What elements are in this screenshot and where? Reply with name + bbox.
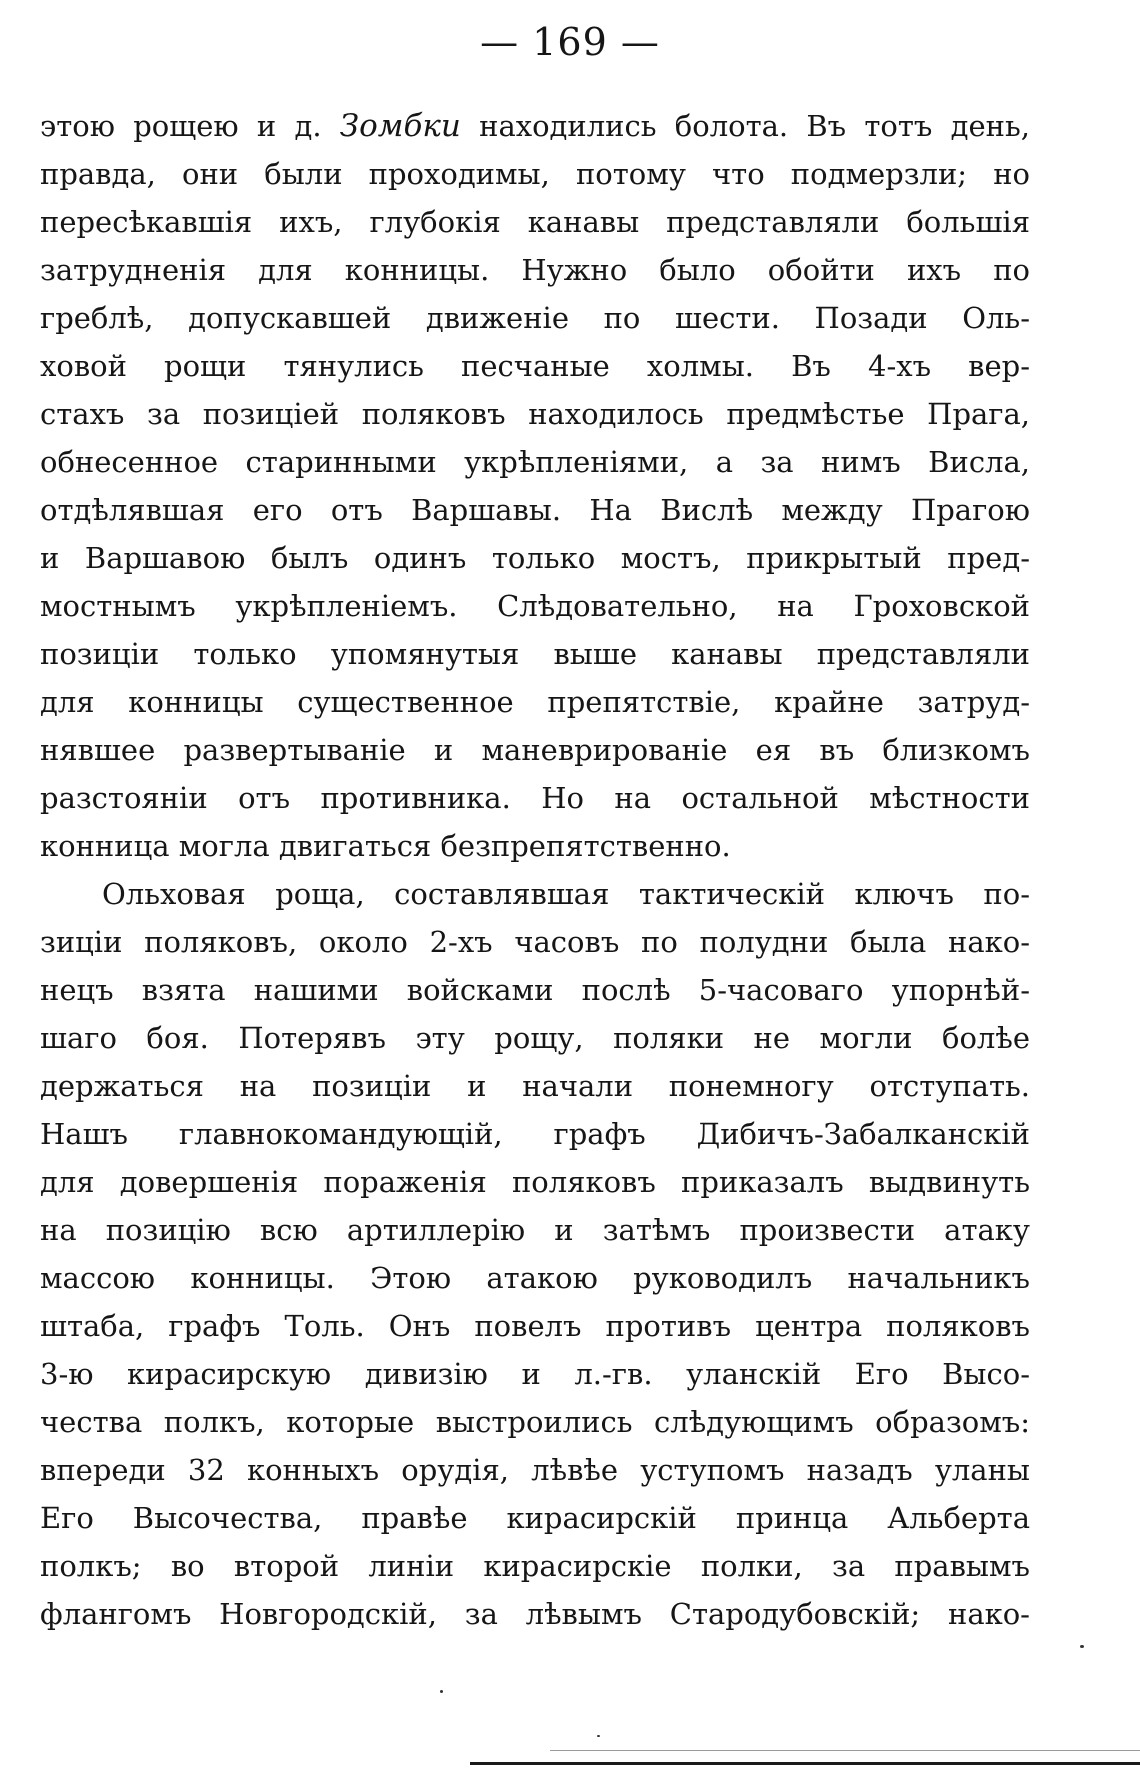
text-line [40,102,1030,150]
text-line: нецъ взята нашими войсками послѣ 5-часоваго упорнѣй- [40,973,1030,1007]
text-line: Его Высочества, правѣе кирасирскій принца Альберта [40,1501,1030,1535]
text-line: 3-ю кирасирскую дивизію и л.-гв. уланскій Его Высо- [40,1357,1030,1391]
scan-speck [1080,1645,1084,1648]
text-line: нявшее развертываніе и маневрированіе ея въ близкомъ [40,733,1030,767]
text-line: штаба, графъ Толь. Онъ повелъ противъ центра поляковъ [40,1309,1030,1343]
text-line: стахъ за позиціей поляковъ находилось предмѣстье Прага, [40,397,1030,431]
text-line: флангомъ Новгородскій, за лѣвымъ Стародубовскій; нако- [40,1597,1030,1631]
text-line: Нашъ главнокомандующій, графъ Дибичъ-Забалканскій [40,1117,1030,1151]
place-name-italic: Зомбки [339,108,461,144]
text-line: на позицію всю артиллерію и затѣмъ произвести атаку [40,1213,1030,1247]
text-line-end: находились болота. Въ тотъ день, [460,109,1030,143]
text-line: полкъ; во второй линіи кирасирскіе полки, за правымъ [40,1549,1030,1583]
text-line: шаго боя. Потерявъ эту рощу, поляки не могли болѣе [40,1021,1030,1055]
text-line: разстояніи отъ противника. Но на остальной мѣстности [40,781,1030,815]
text-line: позиціи только упомянутыя выше канавы представляли [40,637,1030,671]
scan-bottom-edge [470,1762,1140,1765]
paragraph-2 [40,870,1030,1638]
text-line: чества полкъ, которые выстроились слѣдующимъ образомъ: [40,1405,1030,1439]
text-line: отдѣлявшая его отъ Варшавы. На Вислѣ между Прагою [40,493,1030,527]
text-line: ховой рощи тянулись песчаные холмы. Въ 4-хъ вер- [40,349,1030,383]
scan-speck [440,1690,443,1693]
text-line: массою конницы. Этою атакою руководилъ начальникъ [40,1261,1030,1295]
text-line: конница могла двигаться безпрепятственно. [40,829,731,863]
page-number: — 169 — [480,20,660,64]
text-line: Ольховая роща, составлявшая тактическій ключъ по- [102,877,1030,911]
text-line-start: этою рощею и д. [40,109,340,143]
text-line: для конницы существенное препятствіе, крайне затруд- [40,685,1030,719]
paragraph-1 [40,102,1030,870]
text-line: держаться на позиціи и начали понемногу отступать. [40,1069,1030,1103]
text-line: греблѣ, допускавшей движеніе по шести. Позади Оль- [40,301,1030,335]
body-text [40,102,1030,1638]
text-line: зиціи поляковъ, около 2-хъ часовъ по полудни была нако- [40,925,1030,959]
text-line: для довершенія пораженія поляковъ приказалъ выдвинуть [40,1165,1030,1199]
scan-speck [597,1735,600,1737]
text-line: и Варшавою былъ одинъ только мостъ, прикрытый пред- [40,541,1030,575]
scan-edge-line [550,1750,1140,1751]
text-line: мостнымъ укрѣпленіемъ. Слѣдовательно, на Гроховской [40,589,1030,623]
text-line: впереди 32 конныхъ орудія, лѣвѣе уступомъ назадъ уланы [40,1453,1030,1487]
text-line: обнесенное старинными укрѣпленіями, а за нимъ Висла, [40,445,1030,479]
text-line: правда, они были проходимы, потому что подмерзли; но [40,157,1030,191]
text-line: затрудненія для конницы. Нужно было обойти ихъ по [40,253,1030,287]
text-line: пересѣкавшія ихъ, глубокія канавы представляли большія [40,205,1030,239]
